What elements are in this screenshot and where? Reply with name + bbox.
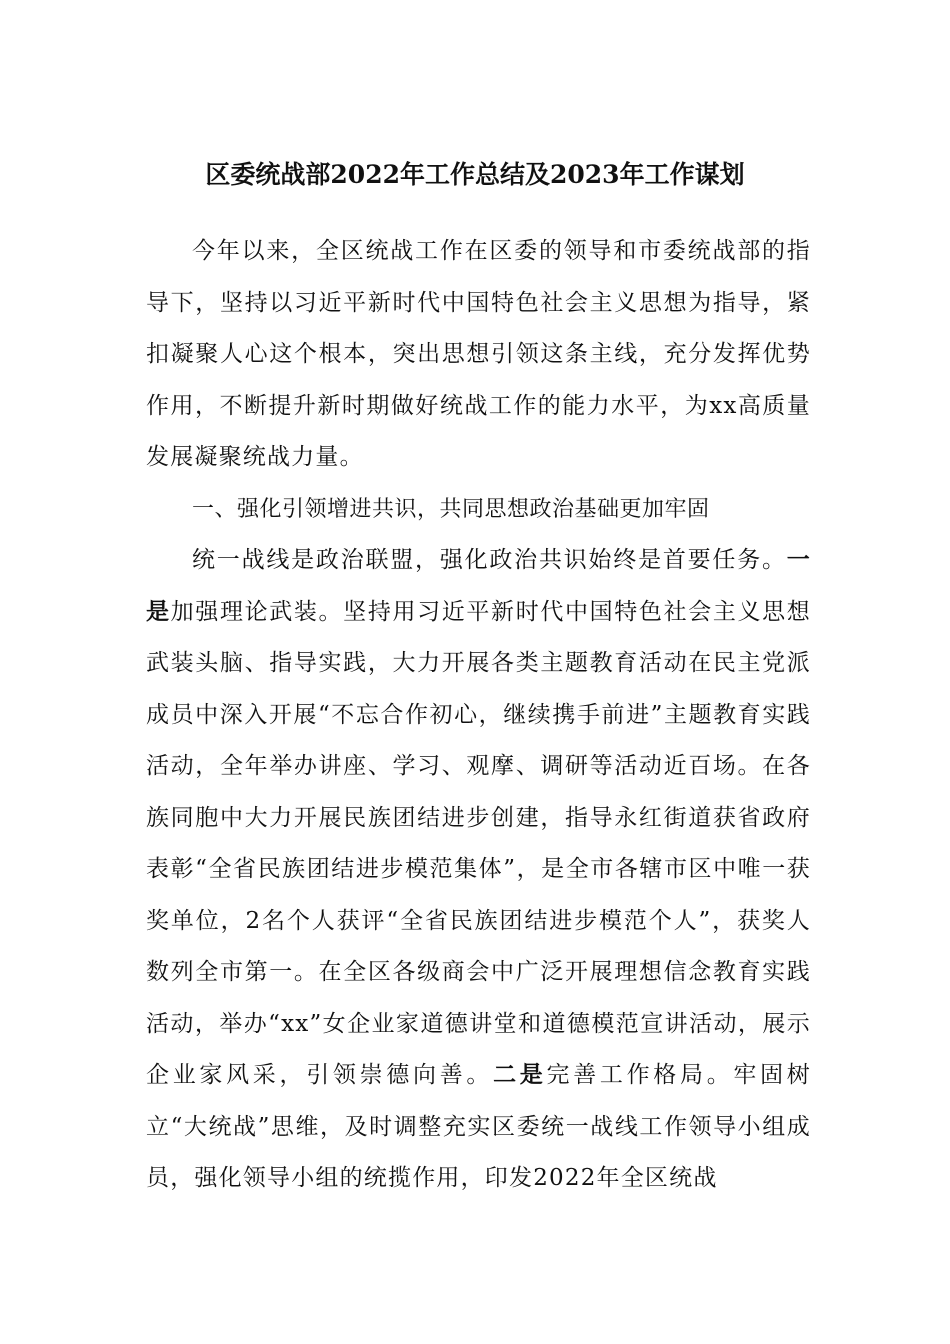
point-label-1: 一是 bbox=[146, 547, 811, 625]
section-heading: 一、强化引领增进共识，共同思想政治基础更加牢固 bbox=[192, 496, 710, 522]
section-paragraph bbox=[146, 535, 811, 1205]
document-title: 区委统战部2022年工作总结及2023年工作谋划 bbox=[205, 160, 745, 189]
intro-paragraph: 今年以来，全区统战工作在区委的领导和市委统战部的指导下，坚持以习近平新时代中国特色社会主义思想为指导，紧扣凝聚人心这个根本，突出思想引领这条主线，充分发挥优势作用，不断提升新时期做好统战工作的能力水平，为xx高质量发展凝聚统战力量。 bbox=[146, 238, 811, 470]
point-text-1: 加强理论武装。坚持用习近平新时代中国特色社会主义思想武装头脑、指导实践，大力开展各类主题教育活动在民主党派成员中深入开展“不忘合作初心，继续携手前进”主题教育实践活动，全年举办讲座、学习、观摩、调研等活动近百场。在各族同胞中大力开展民族团结进步创建，指导永红街道获省政府表彰“全省民族团结进步模范集体”，是全市各辖市区中唯一获奖单位，2名个人获评“全省民族团结进步模范个人”，获奖人数列全市第一。在全区各级商会中广泛开展理想信念教育实践活动，举办“xx”女企业家道德讲堂和道德模范宣讲活动，展示企业家风采，引领崇德向善。 bbox=[146, 598, 812, 1088]
document-body bbox=[146, 226, 811, 1205]
lead-sentence: 统一战线是政治联盟，强化政治共识始终是首要任务。 bbox=[192, 547, 787, 573]
point-text-2: 完善工作格局。牢固树立“大统战”思维，及时调整充实区委统一战线工作领导小组成员，强化领导小组的统揽作用，印发2022年全区统战 bbox=[146, 1062, 811, 1191]
point-label-2: 二是 bbox=[493, 1062, 547, 1088]
